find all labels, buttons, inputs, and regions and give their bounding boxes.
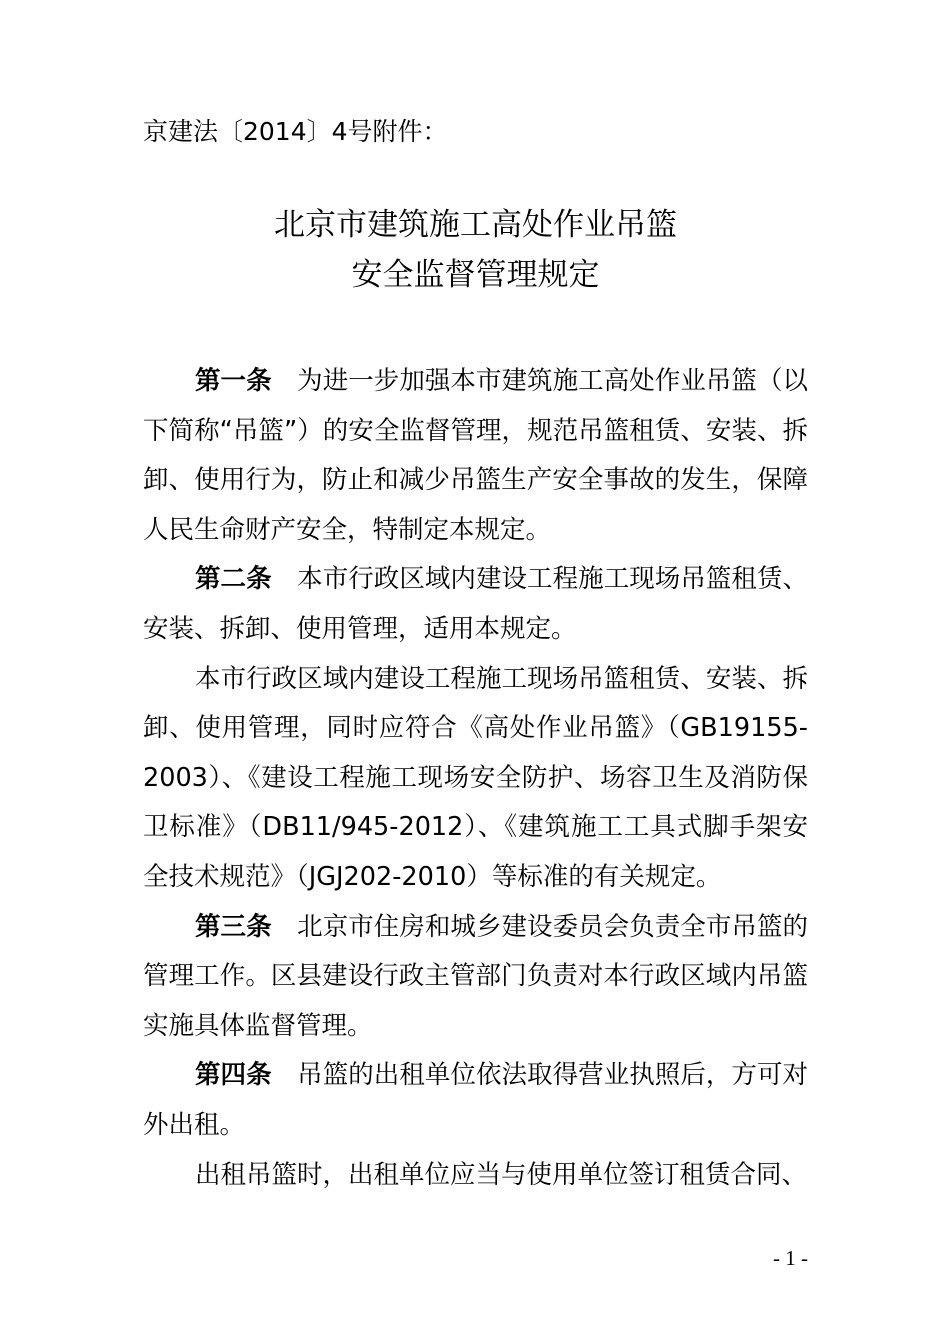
article-paragraph xyxy=(143,655,808,903)
document-title-line-1: 北京市建筑施工高处作业吊篮 xyxy=(274,207,677,243)
article-text: 吊篮的出租单位依法取得营业执照后，方可对外出租。 xyxy=(143,1060,808,1140)
article-text: 出租吊篮时，出租单位应当与使用单位签订租赁合同、 xyxy=(195,1159,808,1190)
article-paragraph xyxy=(143,555,808,654)
page-number: - 1 - xyxy=(773,1246,808,1270)
article-paragraph xyxy=(143,903,808,1052)
article-paragraph xyxy=(143,1051,808,1150)
document-reference: 京建法〔2014〕4号附件： xyxy=(143,117,448,146)
article-label: 第二条 xyxy=(195,564,272,595)
article-text: 本市行政区域内建设工程施工现场吊篮租赁、安装、拆卸、使用管理，同时应符合《高处作业吊篮》（GB19155-2003）、《建设工程施工现场安全防护、场容卫生及消防保卫标准》（DB11/945-2012）、《建筑施工工具式脚手架安全技术规范》（JGJ202-2010）等标准的有关规定。 xyxy=(143,663,808,892)
article-label: 第三条 xyxy=(195,911,272,942)
article-text: 北京市住房和城乡建设委员会负责全市吊篮的管理工作。区县建设行政主管部门负责对本行政区域内吊篮实施具体监督管理。 xyxy=(143,911,808,1041)
document-body xyxy=(143,357,808,1200)
article-paragraph xyxy=(143,357,808,555)
article-label: 第四条 xyxy=(195,1060,272,1091)
article-text: 为进一步加强本市建筑施工高处作业吊篮（以下简称“吊篮”）的安全监督管理，规范吊篮租赁、安装、拆卸、使用行为，防止和减少吊篮生产安全事故的发生，保障人民生命财产安全，特制定本规定。 xyxy=(143,366,808,545)
article-label: 第一条 xyxy=(195,366,272,396)
document-title-line-2: 安全监督管理规定 xyxy=(351,257,600,293)
article-paragraph xyxy=(143,1151,808,1201)
article-text: 本市行政区域内建设工程施工现场吊篮租赁、安装、拆卸、使用管理，适用本规定。 xyxy=(143,564,808,644)
